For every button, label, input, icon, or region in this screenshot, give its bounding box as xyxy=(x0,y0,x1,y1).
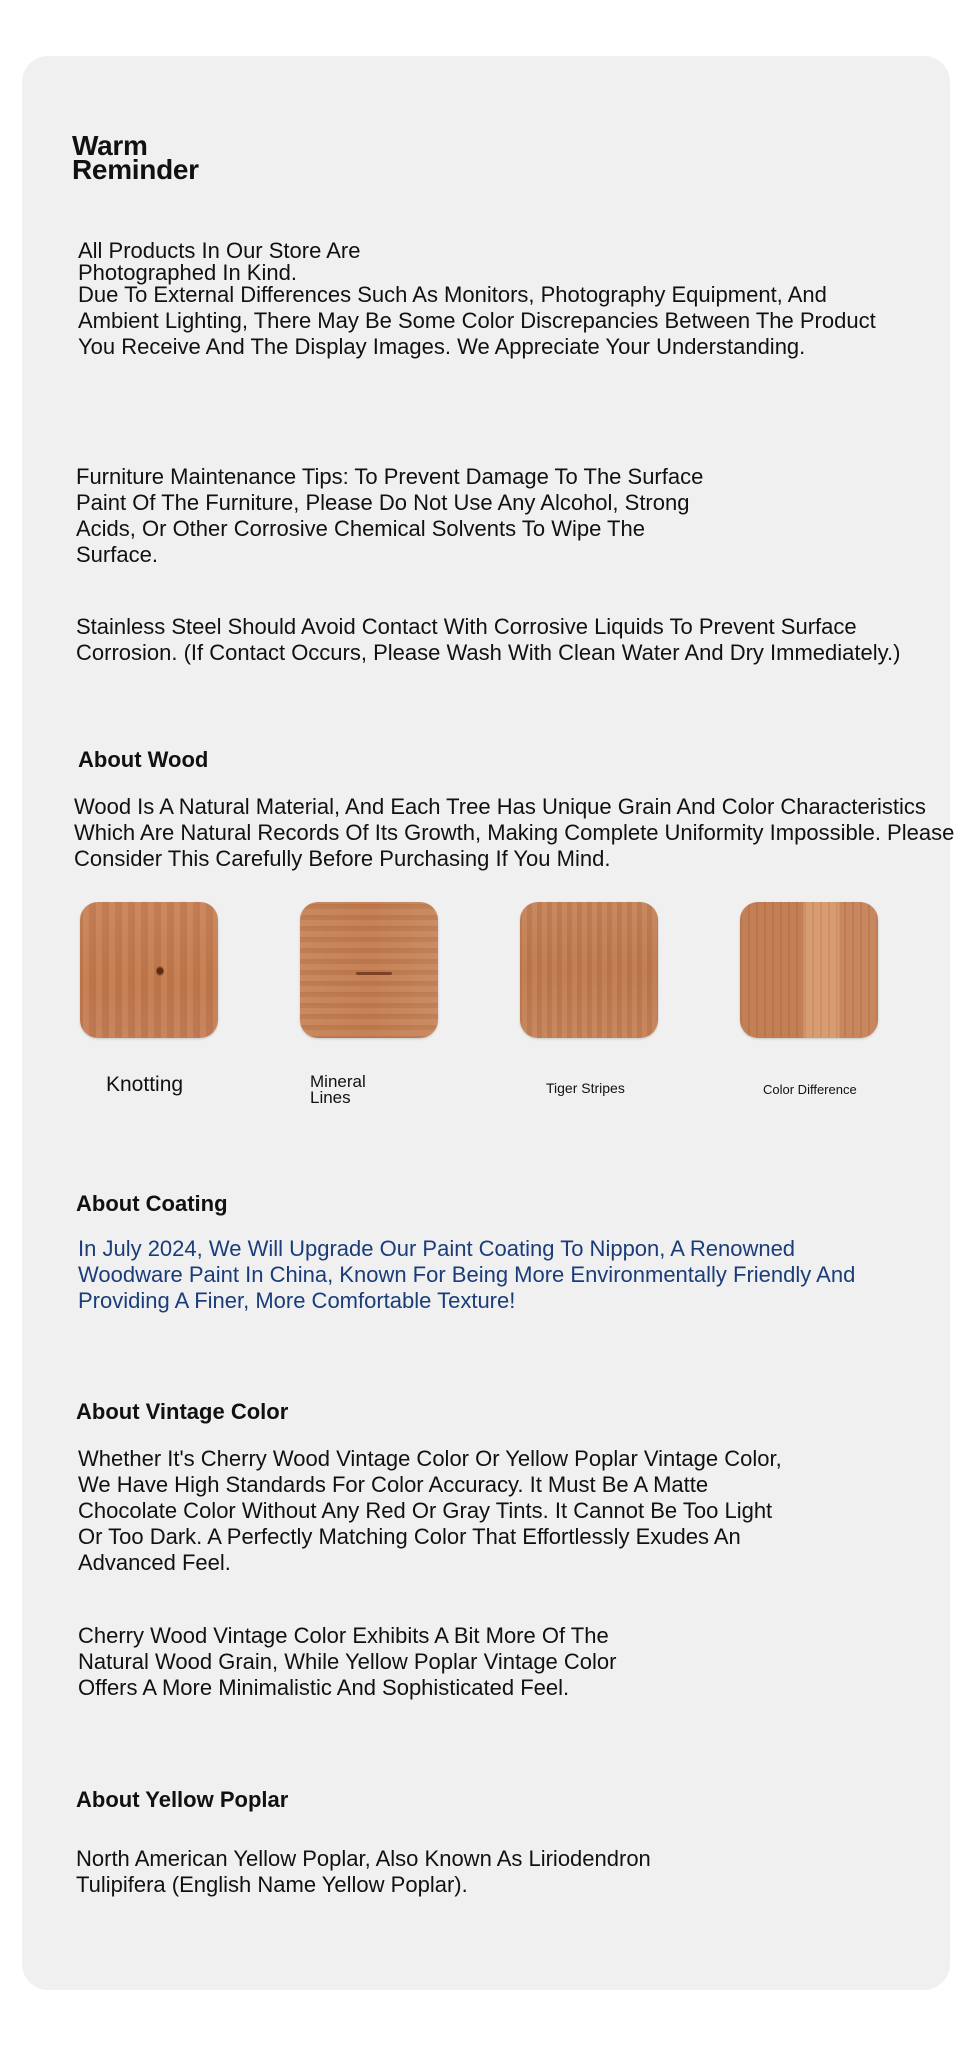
wood-swatches xyxy=(80,902,880,1042)
page-title: Warm Reminder xyxy=(72,130,199,185)
swatch-label-knotting: Knotting xyxy=(106,1073,184,1096)
about-vintage-heading: About Vintage Color xyxy=(76,1399,289,1424)
knot-mark xyxy=(156,966,164,976)
about-wood-text: Wood Is A Natural Material, And Each Tree Has Unique Grain And Color Characteristics Which Are Natural Records Of Its Growth, Making Complete Uniformity Impossible. Please Consider This Carefully Before Purchasing If You Mind. xyxy=(74,794,955,871)
color-difference-swatch-image xyxy=(740,902,878,1038)
swatch-label-color-difference: Color Difference xyxy=(763,1082,857,1097)
about-coating-heading: About Coating xyxy=(76,1191,228,1216)
vintage-text-standards: Whether It's Cherry Wood Vintage Color Or Yellow Poplar Vintage Color, We Have High Standards For Color Accuracy. It Must Be A Matte Chocolate Color Without Any Red Or Gray Tints. It Cannot Be Too Light Or Too Dark. A Perfectly Matching Color That Effortlessly Exudes An Advanced Feel. xyxy=(78,1446,782,1575)
mineral-line-mark xyxy=(356,972,392,975)
maintenance-tips: Furniture Maintenance Tips: To Prevent Damage To The Surface Paint Of The Furniture, Please Do Not Use Any Alcohol, Strong Acids, Or Other Corrosive Chemical Solvents To Wipe The Surface. xyxy=(76,464,704,567)
about-wood-heading: About Wood xyxy=(78,747,209,772)
about-coating-text: In July 2024, We Will Upgrade Our Paint Coating To Nippon, A Renowned Woodware Paint In China, Known For Being More Environmentally Friendly And Providing A Finer, More Comfortable Texture! xyxy=(78,1236,856,1313)
about-poplar-heading: About Yellow Poplar xyxy=(76,1787,289,1812)
about-poplar-text: North American Yellow Poplar, Also Known As Liriodendron Tulipifera (English Name Yellow Poplar). xyxy=(76,1846,651,1897)
swatch-label-mineral-lines: Mineral Lines xyxy=(310,1072,366,1107)
photographed-note: All Products In Our Store Are Photographed In Kind. xyxy=(78,238,361,285)
tiger-stripes-swatch-image xyxy=(520,902,658,1038)
knotting-swatch-image xyxy=(80,902,218,1038)
swatch-label-tiger-stripes: Tiger Stripes xyxy=(546,1080,625,1096)
color-discrepancy-note: Due To External Differences Such As Monitors, Photography Equipment, And Ambient Lighting, There May Be Some Color Discrepancies Between The Product You Receive And The Display Images. We Appreciate Your Understanding. xyxy=(78,282,876,359)
stainless-steel-note: Stainless Steel Should Avoid Contact With Corrosive Liquids To Prevent Surface Corrosion. (If Contact Occurs, Please Wash With Clean Water And Dry Immediately.) xyxy=(76,614,901,665)
mineral-lines-swatch-image xyxy=(300,902,438,1038)
vintage-text-comparison: Cherry Wood Vintage Color Exhibits A Bit More Of The Natural Wood Grain, While Yellow Poplar Vintage Color Offers A More Minimalistic And Sophisticated Feel. xyxy=(78,1623,617,1700)
